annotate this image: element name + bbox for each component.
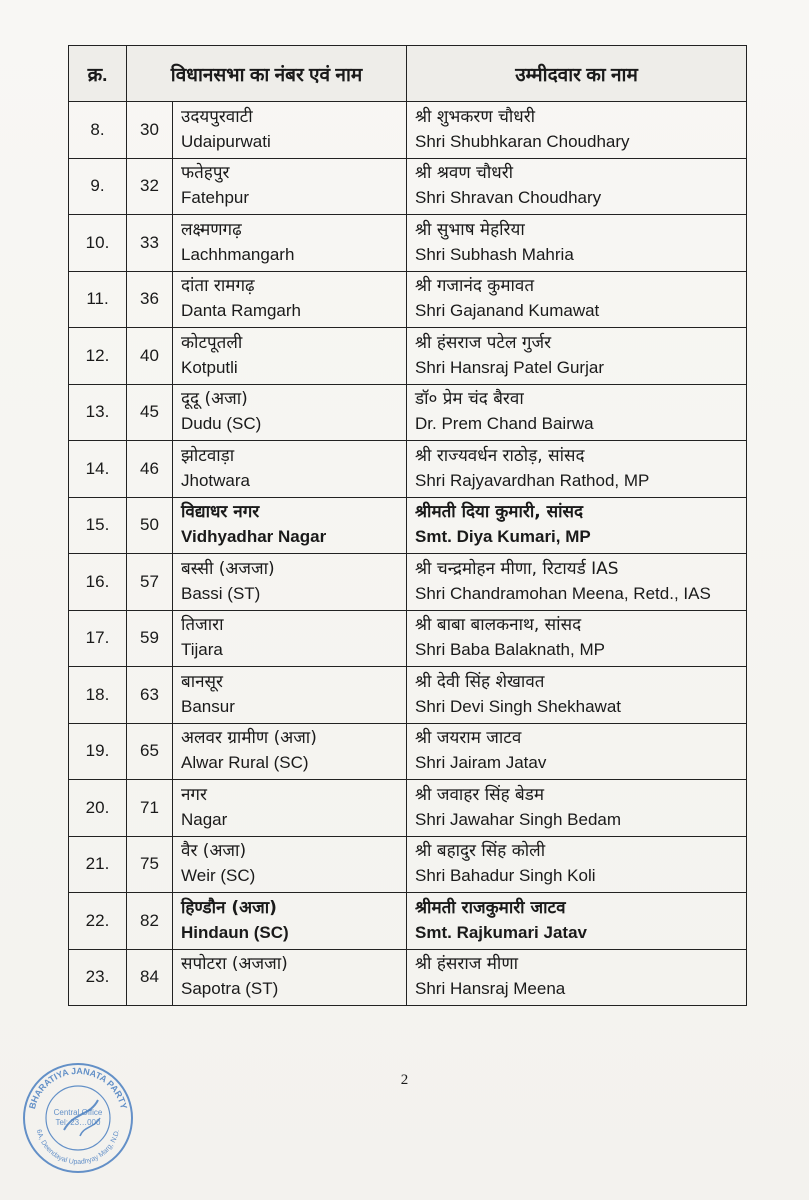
constituency-name-hindi: विद्याधर नगर bbox=[181, 502, 260, 523]
candidate-name-english: Shri Jairam Jatav bbox=[415, 753, 547, 773]
serial-number-cell: 21. bbox=[69, 836, 127, 893]
candidate-name-english: Shri Devi Singh Shekhawat bbox=[415, 696, 622, 716]
constituency-name-cell bbox=[173, 723, 407, 780]
constituency-number-cell: 57 bbox=[127, 554, 173, 611]
constituency-name-hindi: बानसूर bbox=[181, 671, 223, 692]
table-row bbox=[69, 554, 747, 611]
candidate-name-cell bbox=[407, 158, 747, 215]
candidate-name-cell bbox=[407, 554, 747, 611]
candidate-name-hindi: श्रीमती राजकुमारी जाटव bbox=[415, 897, 566, 918]
constituency-name-hindi: झोटवाड़ा bbox=[181, 445, 235, 466]
candidate-name-hindi: श्री हंसराज पटेल गुर्जर bbox=[415, 332, 552, 353]
constituency-number-cell: 45 bbox=[127, 384, 173, 441]
candidate-name-cell bbox=[407, 836, 747, 893]
constituency-name-english: Udaipurwati bbox=[181, 131, 271, 151]
serial-number-cell: 13. bbox=[69, 384, 127, 441]
constituency-name-cell bbox=[173, 949, 407, 1006]
seal-top-text: BHARATIYA JANATA PARTY bbox=[26, 1065, 130, 1111]
constituency-name-hindi: बस्सी (अजजा) bbox=[181, 558, 275, 579]
table-row bbox=[69, 780, 747, 837]
constituency-number-cell: 30 bbox=[127, 102, 173, 159]
candidate-name-hindi: श्री बहादुर सिंह कोली bbox=[415, 841, 546, 862]
constituency-name-hindi: अलवर ग्रामीण (अजा) bbox=[181, 728, 317, 749]
seal-bottom-text: 6A, Deendayal Upadhyay Marg, N.D. bbox=[34, 1128, 122, 1167]
table-row bbox=[69, 271, 747, 328]
candidate-name-hindi: श्री देवी सिंह शेखावत bbox=[415, 671, 545, 692]
constituency-name-english: Bassi (ST) bbox=[181, 583, 261, 603]
candidate-name-cell bbox=[407, 215, 747, 272]
candidate-name-hindi: श्री चन्द्रमोहन मीणा, रिटायर्ड IAS bbox=[415, 558, 619, 579]
candidate-name-hindi: श्री सुभाष मेहरिया bbox=[415, 219, 525, 240]
constituency-number-cell: 75 bbox=[127, 836, 173, 893]
table-row bbox=[69, 893, 747, 950]
constituency-number-cell: 63 bbox=[127, 667, 173, 724]
serial-number-cell: 23. bbox=[69, 949, 127, 1006]
serial-number-cell: 15. bbox=[69, 497, 127, 554]
constituency-number-cell: 36 bbox=[127, 271, 173, 328]
table-row bbox=[69, 102, 747, 159]
table-row bbox=[69, 158, 747, 215]
candidate-name-english: Shri Hansraj Meena bbox=[415, 979, 566, 999]
table-row bbox=[69, 610, 747, 667]
constituency-name-english: Nagar bbox=[181, 809, 228, 829]
serial-number-cell: 12. bbox=[69, 328, 127, 385]
table-header-row bbox=[69, 46, 747, 102]
constituency-name-hindi: कोटपूतली bbox=[181, 332, 243, 353]
constituency-number-cell: 50 bbox=[127, 497, 173, 554]
constituency-name-cell bbox=[173, 102, 407, 159]
candidate-name-hindi: श्री हंसराज मीणा bbox=[415, 954, 519, 975]
serial-number-cell: 16. bbox=[69, 554, 127, 611]
constituency-name-hindi: दांता रामगढ़ bbox=[181, 276, 255, 297]
serial-number-cell: 8. bbox=[69, 102, 127, 159]
constituency-name-hindi: सपोटरा (अजजा) bbox=[181, 954, 288, 975]
table-row bbox=[69, 384, 747, 441]
candidate-name-cell bbox=[407, 610, 747, 667]
candidate-name-english: Shri Rajyavardhan Rathod, MP bbox=[415, 470, 650, 490]
candidate-name-cell bbox=[407, 441, 747, 498]
candidate-name-cell bbox=[407, 949, 747, 1006]
table-row bbox=[69, 497, 747, 554]
candidate-name-hindi: डॉ० प्रेम चंद बैरवा bbox=[415, 389, 524, 410]
candidate-name-english: Smt. Diya Kumari, MP bbox=[415, 527, 591, 547]
constituency-name-cell bbox=[173, 610, 407, 667]
constituency-name-hindi: हिण्डौन (अजा) bbox=[181, 897, 277, 918]
candidate-name-english: Shri Chandramohan Meena, Retd., IAS bbox=[415, 583, 711, 603]
constituency-number-cell: 32 bbox=[127, 158, 173, 215]
constituency-name-cell bbox=[173, 554, 407, 611]
candidate-name-hindi: श्री जयराम जाटव bbox=[415, 728, 522, 749]
constituency-name-cell bbox=[173, 384, 407, 441]
candidate-name-hindi: श्री राज्यवर्धन राठोड़, सांसद bbox=[415, 445, 585, 466]
constituency-number-cell: 59 bbox=[127, 610, 173, 667]
constituency-name-english: Kotputli bbox=[181, 357, 238, 377]
candidate-name-english: Smt. Rajkumari Jatav bbox=[415, 922, 587, 942]
constituency-name-cell bbox=[173, 441, 407, 498]
candidate-name-english: Shri Subhash Mahria bbox=[415, 244, 574, 264]
serial-number-cell: 17. bbox=[69, 610, 127, 667]
constituency-name-hindi: वैर (अजा) bbox=[181, 841, 247, 862]
constituency-name-english: Vidhyadhar Nagar bbox=[181, 527, 327, 547]
serial-number-cell: 10. bbox=[69, 215, 127, 272]
candidate-name-cell bbox=[407, 497, 747, 554]
table-row bbox=[69, 723, 747, 780]
candidate-name-cell bbox=[407, 384, 747, 441]
constituency-name-english: Lachhmangarh bbox=[181, 244, 295, 264]
constituency-name-cell bbox=[173, 893, 407, 950]
constituency-name-cell bbox=[173, 836, 407, 893]
page-number: 2 bbox=[400, 1072, 409, 1088]
serial-number-cell: 22. bbox=[69, 893, 127, 950]
constituency-name-cell bbox=[173, 497, 407, 554]
candidate-name-english: Shri Hansraj Patel Gurjar bbox=[415, 357, 604, 377]
party-office-seal bbox=[20, 1060, 136, 1176]
seal-center-line2: Tel: 23…000 bbox=[55, 1118, 101, 1127]
constituency-name-hindi: दूदू (अजा) bbox=[181, 389, 248, 410]
serial-number-cell: 11. bbox=[69, 271, 127, 328]
constituency-number-cell: 40 bbox=[127, 328, 173, 385]
candidate-name-cell bbox=[407, 893, 747, 950]
table-row bbox=[69, 667, 747, 724]
constituency-name-cell bbox=[173, 271, 407, 328]
constituency-name-english: Fatehpur bbox=[181, 188, 250, 208]
candidate-name-cell bbox=[407, 328, 747, 385]
constituency-name-english: Alwar Rural (SC) bbox=[181, 753, 309, 773]
table-row bbox=[69, 215, 747, 272]
constituency-name-english: Sapotra (ST) bbox=[181, 979, 279, 999]
constituency-number-cell: 82 bbox=[127, 893, 173, 950]
svg-text:6A, Deendayal Upadhyay Marg, N bbox=[35, 1129, 121, 1166]
constituency-name-english: Tijara bbox=[181, 640, 223, 660]
constituency-name-cell bbox=[173, 780, 407, 837]
constituency-name-hindi: उदयपुरवाटी bbox=[181, 106, 253, 127]
candidate-name-hindi: श्री जवाहर सिंह बेडम bbox=[415, 784, 545, 805]
candidate-name-cell bbox=[407, 723, 747, 780]
constituency-name-hindi: नगर bbox=[181, 784, 207, 805]
table-row bbox=[69, 328, 747, 385]
table-row bbox=[69, 836, 747, 893]
candidate-name-hindi: श्री गजानंद कुमावत bbox=[415, 276, 535, 297]
candidate-name-hindi: श्री शुभकरण चौधरी bbox=[415, 106, 536, 127]
constituency-number-cell: 33 bbox=[127, 215, 173, 272]
constituency-name-hindi: फतेहपुर bbox=[181, 163, 230, 184]
candidate-name-english: Shri Gajanand Kumawat bbox=[415, 301, 600, 321]
constituency-name-cell bbox=[173, 328, 407, 385]
candidate-name-english: Shri Shubhkaran Choudhary bbox=[415, 131, 630, 151]
header-candidate: उम्मीदवार का नाम bbox=[407, 46, 747, 102]
candidate-name-english: Shri Bahadur Singh Koli bbox=[415, 866, 596, 886]
candidate-name-cell bbox=[407, 780, 747, 837]
candidate-table bbox=[68, 45, 747, 1006]
candidate-name-cell bbox=[407, 271, 747, 328]
candidate-name-cell bbox=[407, 667, 747, 724]
candidate-name-english: Shri Shravan Choudhary bbox=[415, 188, 602, 208]
candidate-name-cell bbox=[407, 102, 747, 159]
constituency-name-english: Dudu (SC) bbox=[181, 414, 262, 434]
serial-number-cell: 20. bbox=[69, 780, 127, 837]
constituency-name-english: Hindaun (SC) bbox=[181, 922, 289, 942]
candidate-name-hindi: श्री श्रवण चौधरी bbox=[415, 163, 514, 184]
header-serial-number: क्र. bbox=[69, 46, 127, 102]
table-row bbox=[69, 949, 747, 1006]
candidate-name-english: Shri Jawahar Singh Bedam bbox=[415, 809, 622, 829]
constituency-number-cell: 84 bbox=[127, 949, 173, 1006]
constituency-name-english: Jhotwara bbox=[181, 470, 250, 490]
constituency-name-cell bbox=[173, 158, 407, 215]
serial-number-cell: 18. bbox=[69, 667, 127, 724]
constituency-number-cell: 71 bbox=[127, 780, 173, 837]
table-row bbox=[69, 441, 747, 498]
constituency-number-cell: 46 bbox=[127, 441, 173, 498]
seal-center-line1: Central Office bbox=[53, 1108, 103, 1117]
constituency-name-english: Danta Ramgarh bbox=[181, 301, 302, 321]
candidate-name-hindi: श्रीमती दिया कुमारी, सांसद bbox=[415, 502, 584, 523]
serial-number-cell: 19. bbox=[69, 723, 127, 780]
candidate-name-english: Shri Baba Balaknath, MP bbox=[415, 640, 605, 660]
constituency-name-english: Weir (SC) bbox=[181, 866, 256, 886]
header-constituency: विधानसभा का नंबर एवं नाम bbox=[127, 46, 407, 102]
table-body bbox=[69, 102, 747, 1006]
constituency-number-cell: 65 bbox=[127, 723, 173, 780]
constituency-name-hindi: तिजारा bbox=[181, 615, 224, 636]
constituency-name-hindi: लक्ष्मणगढ़ bbox=[181, 219, 242, 240]
constituency-name-cell bbox=[173, 215, 407, 272]
serial-number-cell: 9. bbox=[69, 158, 127, 215]
candidate-name-hindi: श्री बाबा बालकनाथ, सांसद bbox=[415, 615, 582, 636]
constituency-name-english: Bansur bbox=[181, 696, 235, 716]
serial-number-cell: 14. bbox=[69, 441, 127, 498]
svg-text:BHARATIYA JANATA PARTY bbox=[27, 1066, 129, 1110]
candidate-name-english: Dr. Prem Chand Bairwa bbox=[415, 414, 594, 434]
constituency-name-cell bbox=[173, 667, 407, 724]
